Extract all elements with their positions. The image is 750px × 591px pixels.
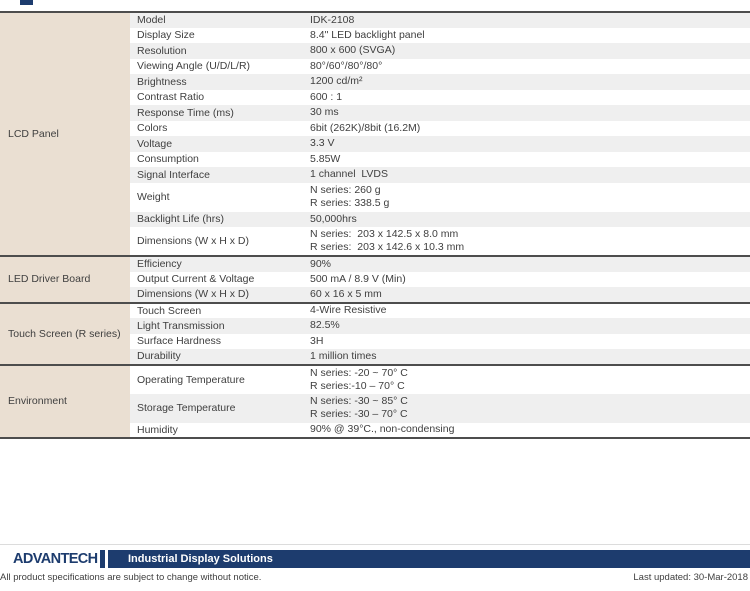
property-cell: Light Transmission <box>130 318 305 334</box>
value-line: 3.3 V <box>310 137 335 150</box>
value-line: N series: 203 x 142.5 x 8.0 mm <box>310 228 459 240</box>
value-line: 1 channel LVDS <box>310 168 389 181</box>
value-line: 80°/60°/80°/80° <box>310 59 383 72</box>
property-cell: Brightness <box>130 74 305 90</box>
value-line: N series: 260 g <box>310 184 381 196</box>
value-line: 60 x 16 x 5 mm <box>310 287 382 300</box>
value-cell <box>305 256 750 272</box>
value-line: N series: -30 ~ 85° C <box>310 395 408 407</box>
value-cell <box>305 365 750 394</box>
value-cell <box>305 423 750 439</box>
property-cell: Viewing Angle (U/D/L/R) <box>137 60 251 73</box>
property-cell: Touch Screen <box>130 303 305 319</box>
banner-title: Industrial Display Solutions <box>128 553 273 565</box>
value-cell <box>305 121 750 137</box>
value-cell <box>305 12 750 28</box>
value-cell <box>305 394 750 423</box>
spec-table <box>0 11 750 439</box>
spec-row <box>0 365 750 394</box>
property-cell: Contrast Ratio <box>137 91 205 104</box>
value-line: 82.5% <box>310 319 340 332</box>
category-cell: Environment <box>0 365 130 439</box>
value-line: 5.85W <box>310 152 341 165</box>
property-cell: Backlight Life (hrs) <box>130 212 305 228</box>
value-cell <box>305 74 750 90</box>
value-cell <box>305 287 750 303</box>
value-line: N series: -20 ~ 70° C <box>310 366 408 379</box>
value-line: 600 : 1 <box>310 90 343 103</box>
value-line: 800 x 600 (SVGA) <box>310 44 396 57</box>
value-line: 8.4" LED backlight panel <box>310 28 425 41</box>
property-cell: Weight <box>137 191 170 203</box>
spec-row <box>0 256 750 272</box>
property-cell: Response Time (ms) <box>130 105 305 121</box>
value-line: 30 ms <box>310 106 339 119</box>
footer <box>0 544 750 583</box>
property-cell: Dimensions (W x H x D) <box>137 235 250 247</box>
property-cell: Surface Hardness <box>137 335 222 348</box>
property-cell: Voltage <box>130 136 305 152</box>
property-cell: Output Current & Voltage <box>137 273 255 286</box>
value-cell <box>305 334 750 350</box>
property-cell: Dimensions (W x H x D) <box>130 287 305 303</box>
value-cell <box>305 349 750 365</box>
value-line: 90% @ 39°C., non-condensing <box>310 423 455 436</box>
value-cell <box>305 272 750 288</box>
solutions-banner <box>108 550 750 568</box>
value-cell <box>305 43 750 59</box>
value-line: 4-Wire Resistive <box>310 304 387 317</box>
property-cell: Display Size <box>137 29 195 42</box>
property-cell: Efficiency <box>130 256 305 272</box>
logo-divider-bar <box>100 550 105 568</box>
property-cell: Signal Interface <box>130 167 305 183</box>
value-cell <box>305 28 750 44</box>
spec-row <box>0 303 750 319</box>
value-cell <box>305 167 750 183</box>
spec-row <box>0 12 750 28</box>
value-line: 3H <box>310 334 324 347</box>
property-cell: Resolution <box>130 43 305 59</box>
value-line: 1 million times <box>310 349 377 362</box>
value-cell <box>305 183 750 212</box>
property-cell: Humidity <box>137 423 178 436</box>
value-line: R series: 203 x 142.6 x 10.3 mm <box>310 241 465 253</box>
value-cell <box>305 227 750 256</box>
advantech-logo: ADVANTECH <box>13 551 98 567</box>
value-cell <box>305 90 750 106</box>
value-line: 500 mA / 8.9 V (Min) <box>310 272 406 285</box>
value-cell <box>305 136 750 152</box>
category-cell: LCD Panel <box>0 12 130 256</box>
property-cell: Operating Temperature <box>130 365 305 394</box>
property-cell: Durability <box>130 349 305 365</box>
value-cell <box>305 59 750 75</box>
value-cell <box>305 212 750 228</box>
value-cell <box>305 152 750 168</box>
footer-notes <box>0 572 750 583</box>
disclaimer-text: All product specifications are subject to change without notice. <box>0 572 262 583</box>
value-cell <box>305 105 750 121</box>
value-line: R series: -30 – 70° C <box>310 408 408 420</box>
value-line: IDK-2108 <box>310 13 355 26</box>
value-line: 90% <box>310 257 332 270</box>
value-line: R series: 338.5 g <box>310 197 390 209</box>
value-cell <box>305 303 750 319</box>
spec-sheet <box>0 11 750 439</box>
last-updated-text: Last updated: 30-Mar-2018 <box>633 572 748 583</box>
value-cell <box>305 318 750 334</box>
category-cell: Touch Screen (R series) <box>0 303 130 365</box>
property-cell: Colors <box>137 122 168 135</box>
property-cell: Model <box>130 12 305 28</box>
property-cell: Storage Temperature <box>130 394 305 423</box>
value-line: 1200 cd/m² <box>310 75 363 88</box>
cropped-header-marker <box>20 0 33 5</box>
value-line: 6bit (262K)/8bit (16.2M) <box>310 121 421 134</box>
brand-row <box>0 550 750 568</box>
footer-divider <box>0 544 750 545</box>
value-line: R series:-10 – 70° C <box>310 379 405 392</box>
category-cell: LED Driver Board <box>0 256 130 303</box>
value-line: 50,000hrs <box>310 212 357 225</box>
property-cell: Consumption <box>137 153 199 166</box>
